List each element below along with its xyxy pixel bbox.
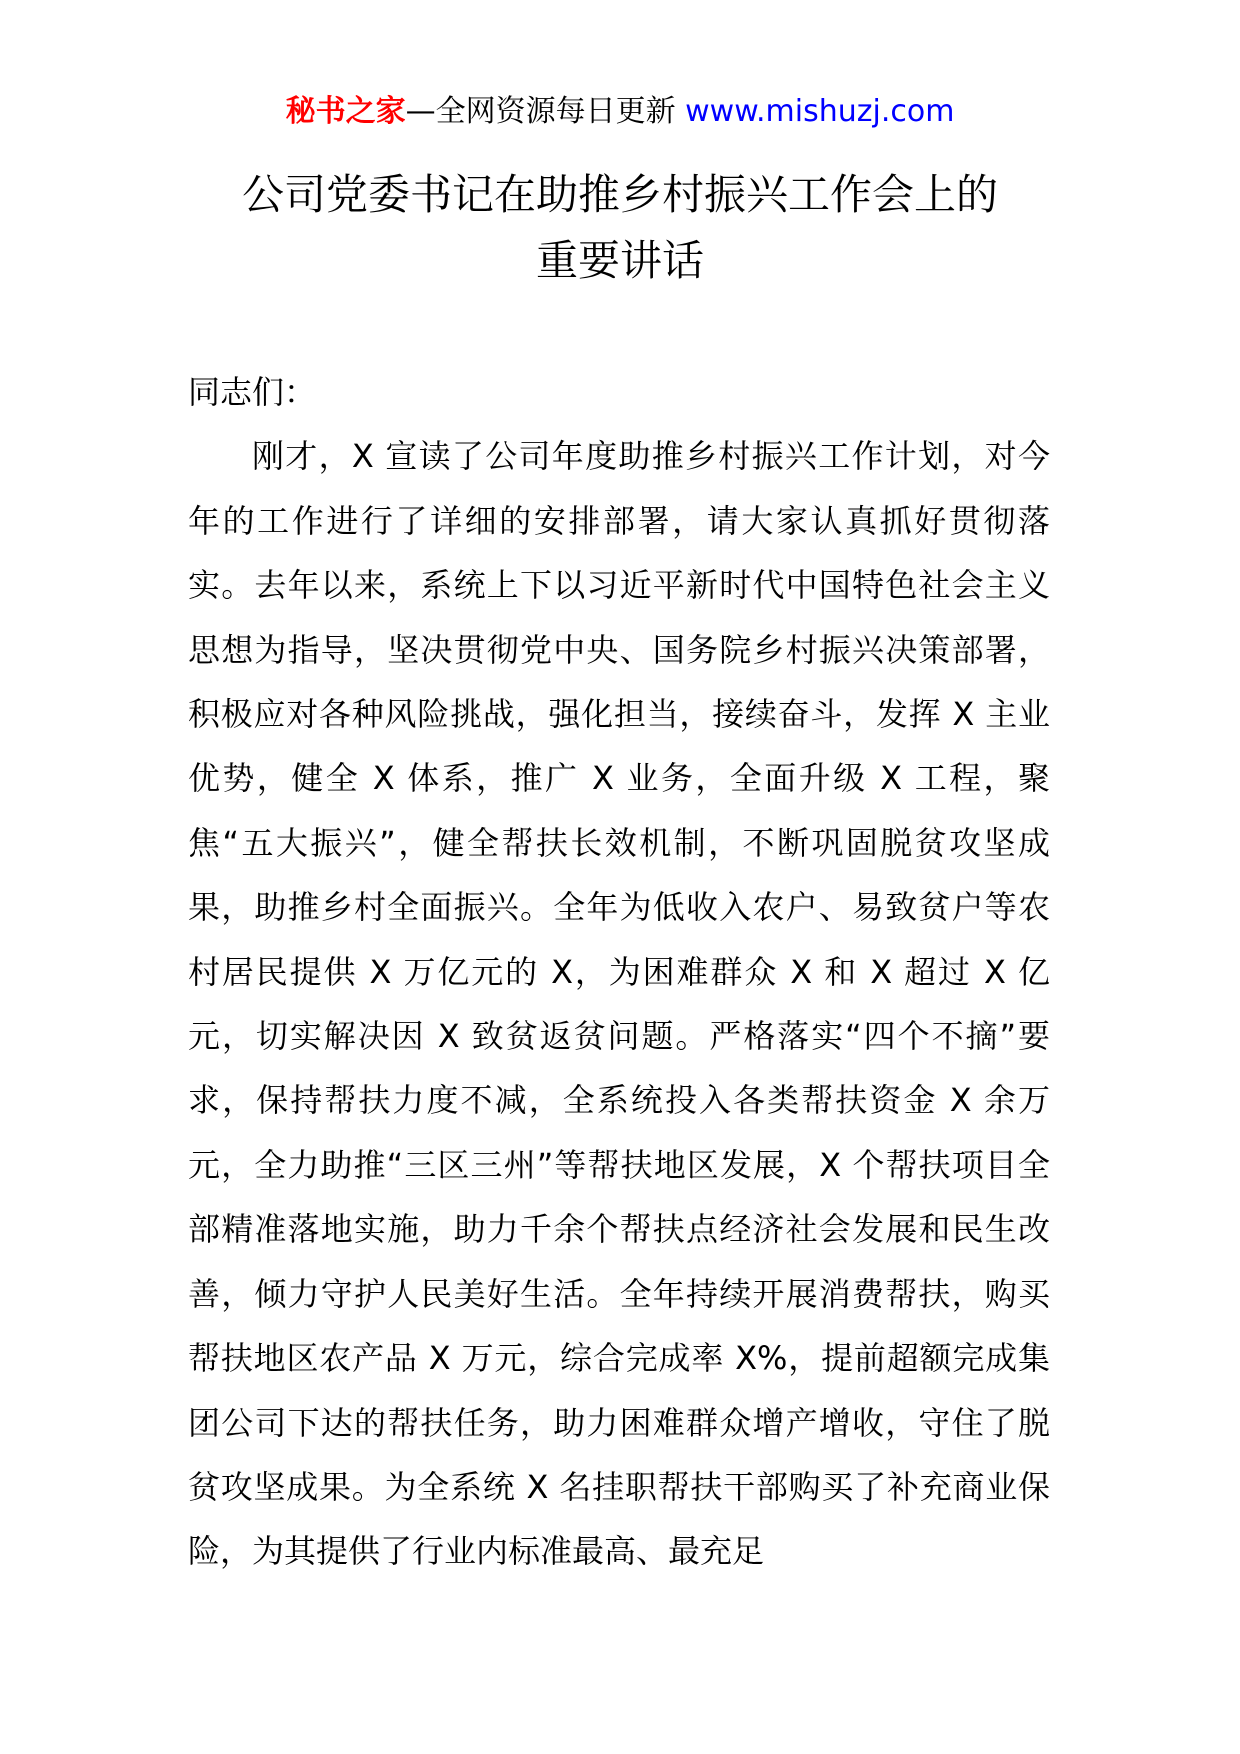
site-header <box>0 92 1240 132</box>
brand-name: 秘书之家 <box>285 94 406 129</box>
site-url-link[interactable]: www.mishuzj.com <box>685 94 955 129</box>
document-title <box>0 162 1240 294</box>
document-body <box>188 360 1050 1584</box>
body-paragraph-1: 刚才，X 宣读了公司年度助推乡村振兴工作计划，对今年的工作进行了详细的安排部署，请大家认真抓好贯彻落实。去年以来，系统上下以习近平新时代中国特色社会主义思想为指导，坚决贯彻党中央、国务院乡村振兴决策部署，积极应对各种风险挑战，强化担当，接续奋斗，发挥 X 主业优势，健全 X 体系，推广 X 业务，全面升级 X 工程，聚焦“五大振兴”，健全帮扶长效机制，不断巩固脱贫攻坚成果，助推乡村全面振兴。全年为低收入农户、易致贫户等农村居民提供 X 万亿元的 X，为困难群众 X 和 X 超过 X 亿元，切实解决因 X 致贫返贫问题。严格落实“四个不摘”要求，保持帮扶力度不减，全系统投入各类帮扶资金 X 余万元，全力助推“三区三州”等帮扶地区发展，X 个帮扶项目全部精准落地实施，助力千余个帮扶点经济社会发展和民生改善，倾力守护人民美好生活。全年持续开展消费帮扶，购买帮扶地区农产品 X 万元，综合完成率 X%，提前超额完成集团公司下达的帮扶任务，助力困难群众增产增收，守住了脱贫攻坚成果。为全系统 X 名挂职帮扶干部购买了补充商业保险，为其提供了行业内标准最高、最充足 <box>188 437 1050 1571</box>
title-line-2: 重要讲话 <box>535 236 704 285</box>
salutation: 同志们： <box>188 373 317 411</box>
site-slogan: —全网资源每日更新 <box>405 94 676 129</box>
title-line-1: 公司党委书记在助推乡村振兴工作会上的 <box>241 170 998 219</box>
